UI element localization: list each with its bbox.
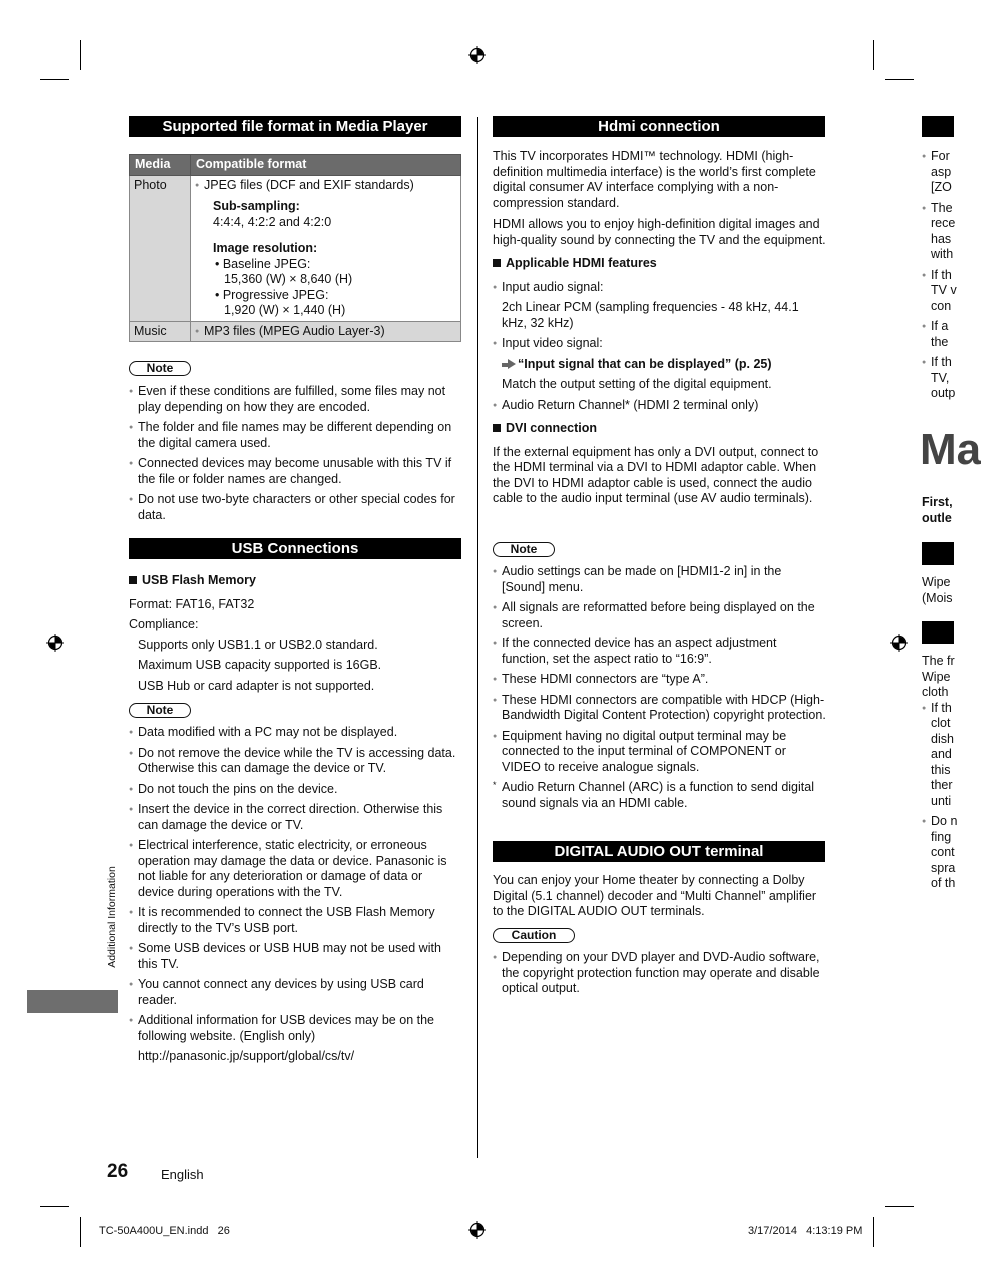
table-cell-media: Photo [130, 175, 191, 321]
list-item: ● Do not touch the pins on the device. [129, 782, 461, 798]
section-heading-cut [922, 621, 954, 644]
list-item: ● Electrical interference, static electricity, or erroneous operation may damage the data or device. Panasonic is not liable for any deterioration or damage of data or device during operations with the TV. [129, 838, 461, 900]
dvi-heading: DVI connection [493, 421, 827, 437]
note-badge [129, 361, 191, 377]
audio-in-detail: 2ch Linear PCM (sampling frequencies - 48 kHz, 44.1 kHz, 32 kHz) [502, 300, 799, 330]
subsampling-label: Sub-sampling: [213, 199, 300, 213]
video-match: Match the output setting of the digital equipment. [502, 377, 772, 391]
list-item: ● If th TV, outp [922, 355, 954, 402]
text-line: outle [922, 510, 952, 525]
hdmi-section [493, 149, 827, 507]
note-label: Note [493, 542, 555, 557]
list-item: ● Do not remove the device while the TV is accessing data. Otherwise this can damage the device or TV. [129, 746, 461, 777]
list-item: ● Even if these conditions are fulfilled, some files may not play depending on how they are encoded. [129, 384, 461, 415]
usb-compliance: Compliance: [129, 617, 199, 631]
crop-mark [885, 79, 914, 80]
list-item: ● Do not use two-byte characters or other special codes for data. [129, 492, 461, 523]
resolution-label: Image resolution: [213, 241, 318, 255]
list-item: ● The folder and file names may be different depending on the digital camera used. [129, 420, 461, 451]
crop-mark [885, 1206, 914, 1207]
caution-label: Caution [493, 928, 575, 943]
hdmi-notes [493, 564, 827, 811]
hdmi-intro: HDMI allows you to enjoy high-definition digital images and high-quality sound by connecting the TV and the equipment. [493, 217, 826, 247]
crop-mark [80, 40, 81, 70]
table-header-media: Media [130, 155, 191, 176]
right-wipe [922, 575, 954, 606]
footer-filename: TC-50A400U_EN.indd 26 [99, 1225, 230, 1237]
list-item: ● If th TV v con [922, 268, 954, 315]
list-item: ● Data modified with a PC may not be displayed. [129, 725, 461, 741]
section-heading-cut [922, 542, 954, 565]
list-item: ● Equipment having no digital output terminal may be connected to the input terminal of COMPONENT or VIDEO to receive analogue signals. [493, 729, 827, 776]
chapter-title: Ma [920, 425, 981, 474]
crop-mark [873, 1217, 874, 1247]
table-cell-format [191, 321, 461, 342]
crop-mark [80, 1217, 81, 1247]
section-heading-usb: USB Connections [129, 538, 461, 559]
text-line: The fr [922, 654, 955, 668]
note-badge [129, 703, 191, 719]
list-item: ● Depending on your DVD player and DVD-Audio software, the copyright protection function may operate and disable optical output. [493, 950, 827, 997]
list-item: ● Additional information for USB devices may be on the following website. (English only) [129, 1013, 461, 1044]
side-tab-label: Additional Information [106, 866, 118, 968]
right-bold-lines [922, 495, 954, 526]
list-item: ● Input video signal: [493, 336, 827, 352]
text-line: Wipe [922, 669, 951, 684]
usb-spec: Maximum USB capacity supported is 16GB. [138, 658, 382, 672]
usb-spec: Supports only USB1.1 or USB2.0 standard. [138, 637, 378, 652]
list-item: ● It is recommended to connect the USB Flash Memory directly to the TV’s USB port. [129, 905, 461, 936]
table-cell-media: Music [130, 321, 191, 342]
list-item: ● Insert the device in the correct direction. Otherwise this can damage the device or TV. [129, 802, 461, 833]
baseline-label: • Baseline JPEG: [215, 256, 311, 271]
section-heading-digital-audio: DIGITAL AUDIO OUT terminal [493, 841, 825, 862]
page-language: English [161, 1167, 204, 1182]
table-row [130, 175, 461, 321]
format-notes [129, 384, 461, 523]
side-tab-bar [27, 990, 118, 1013]
list-item: ● JPEG files (DCF and EXIF standards) [195, 178, 456, 194]
usb-spec: USB Hub or card adapter is not supported. [138, 678, 375, 693]
digital-audio-section [493, 873, 827, 920]
list-item: ● If th clot dish and this ther unti [922, 701, 954, 810]
list-item: ● Audio settings can be made on [HDMI1-2 in] in the [Sound] menu. [493, 564, 827, 595]
section-heading-file-format: Supported file format in Media Player [129, 116, 461, 137]
list-item: ● Some USB devices or USB HUB may not be used with this TV. [129, 941, 461, 972]
footnote: * Audio Return Channel (ARC) is a function to send digital sound signals via an HDMI cable. [493, 780, 814, 810]
table-row [130, 321, 461, 342]
crop-mark [873, 40, 874, 70]
crop-mark [40, 79, 69, 80]
page-number: 26 [107, 1161, 129, 1182]
usb-info-link[interactable]: http://panasonic.jp/support/global/cs/tv/ [138, 1049, 355, 1063]
progressive-label: • Progressive JPEG: [215, 287, 329, 302]
section-heading-cut [922, 116, 954, 137]
list-item: ● Do n fing cont spra of th [922, 814, 954, 892]
registration-mark-icon [468, 1221, 486, 1239]
dvi-text: If the external equipment has only a DVI output, connect to the HDMI terminal via a DVI to HDMI adaptor cable. When the DVI to HDMI adaptor cable is used, connect the audio cable to the audio input terminal (use AV audio terminals). [493, 444, 819, 505]
caution-badge [493, 928, 575, 944]
note-label: Note [129, 703, 191, 718]
progressive-value: 1,920 (W) × 1,440 (H) [224, 303, 346, 317]
list-item: ● Input audio signal: [493, 280, 827, 296]
column-divider [477, 117, 478, 1158]
baseline-value: 15,360 (W) × 8,640 (H) [224, 272, 353, 286]
list-item: ● Audio Return Channel* (HDMI 2 terminal only) [493, 398, 827, 414]
list-item: ● MP3 files (MPEG Audio Layer-3) [195, 324, 456, 340]
table-cell-format [191, 175, 461, 321]
note-label: Note [129, 361, 191, 376]
text-line: cloth [922, 685, 949, 699]
page-reference-link[interactable]: “Input signal that can be displayed” (p. 25) [493, 357, 827, 373]
right-bullets [922, 149, 957, 402]
format-table [129, 154, 461, 342]
list-item: ● For asp [ZO [922, 149, 954, 196]
hdmi-intro: This TV incorporates HDMI™ technology. HDMI (high-definition multimedia interface) is the world’s first complete digital consumer AV interface complying with a non-compression standard. [493, 149, 816, 210]
text-line: (Mois [922, 590, 953, 605]
section-heading-hdmi: Hdmi connection [493, 116, 825, 137]
usb-section [129, 573, 461, 694]
list-item: ● These HDMI connectors are “type A”. [493, 672, 827, 688]
caution-notes [493, 950, 827, 997]
text-line: First, [922, 495, 953, 509]
text-line: Wipe [922, 575, 951, 589]
footer-timestamp: 3/17/2014 4:13:19 PM [748, 1225, 863, 1237]
usb-subheading: USB Flash Memory [129, 573, 461, 589]
list-item: ● These HDMI connectors are compatible with HDCP (High-Bandwidth Digital Content Protection) copyright protection. [493, 693, 827, 724]
digital-audio-text: You can enjoy your Home theater by connecting a Dolby Digital (5.1 channel) decoder and “Multi Channel” amplifier to the DIGITAL AUDIO OUT terminals. [493, 873, 817, 918]
list-item: ● Connected devices may become unusable with this TV if the file or folder names are changed. [129, 456, 461, 487]
registration-mark-icon [890, 634, 908, 652]
usb-format: Format: FAT16, FAT32 [129, 596, 255, 611]
right-lines2 [922, 654, 958, 892]
note-badge [493, 542, 555, 558]
subsampling-value: 4:4:4, 4:2:2 and 4:2:0 [213, 214, 332, 229]
list-item: ● If the connected device has an aspect adjustment function, set the aspect ratio to “16:9”. [493, 636, 827, 667]
list-item: ● The rece has with [922, 201, 954, 263]
usb-notes [129, 725, 461, 1065]
list-item: ● If a the [922, 319, 954, 350]
registration-mark-icon [46, 634, 64, 652]
table-header-format: Compatible format [191, 155, 461, 176]
list-item: ● All signals are reformatted before being displayed on the screen. [493, 600, 827, 631]
crop-mark [40, 1206, 69, 1207]
hdmi-features-heading: Applicable HDMI features [493, 256, 827, 272]
list-item: ● You cannot connect any devices by using USB card reader. [129, 977, 461, 1008]
registration-mark-icon [468, 46, 486, 64]
